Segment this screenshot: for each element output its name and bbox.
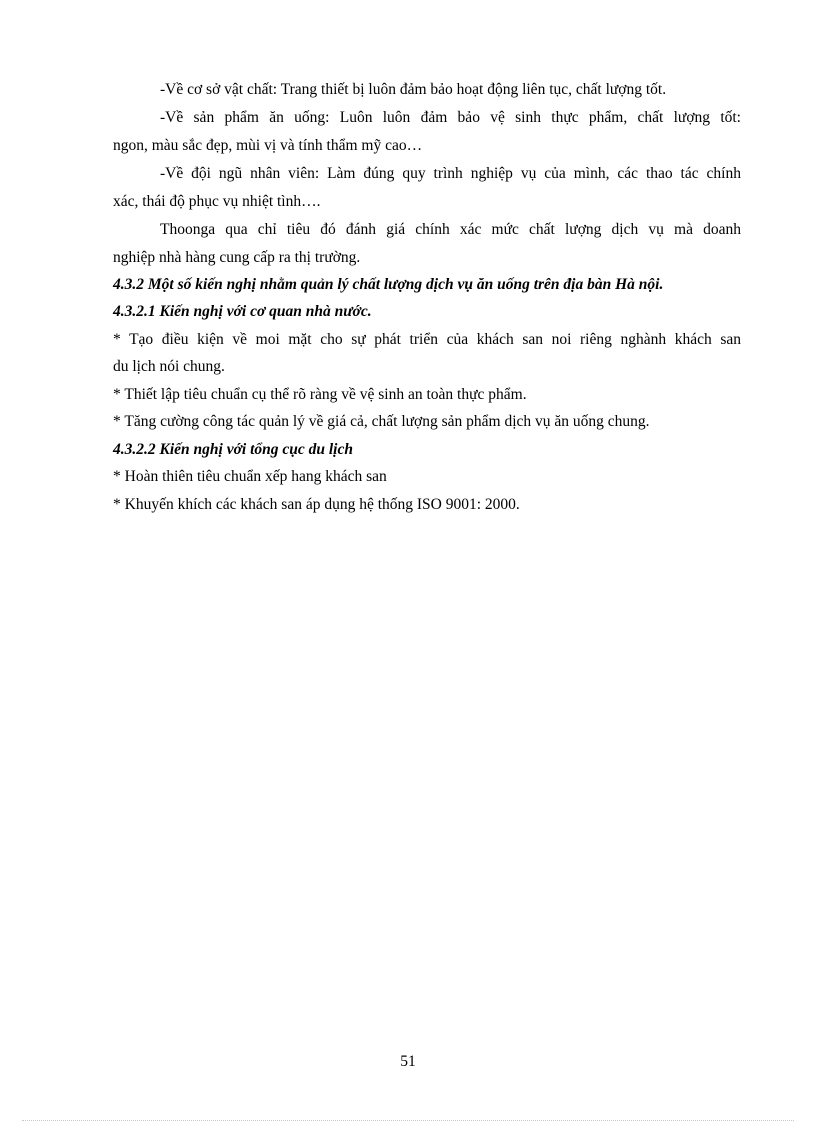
list-item-tourism-2: * Khuyến khích các khách san áp dụng hệ thống ISO 9001: 2000. bbox=[113, 496, 520, 513]
paragraph-food-line1: -Về sản phẩm ăn uống: Luôn luôn đảm bảo vệ sinh thực phẩm, chất lượng tốt: bbox=[160, 109, 741, 126]
paragraph-conclusion-line2: nghiệp nhà hàng cung cấp ra thị trường. bbox=[113, 249, 361, 266]
heading-4-3-2: 4.3.2 Một số kiến nghị nhằm quản lý chất lượng dịch vụ ăn uống trên địa bàn Hà nội. bbox=[113, 276, 664, 293]
list-item-state-1-line1: * Tạo điều kiện về moi mặt cho sự phát triển của khách san noi riêng nghành khách san bbox=[113, 331, 741, 348]
paragraph-staff-line1: -Về đội ngũ nhân viên: Làm đúng quy trình nghiệp vụ của mình, các thao tác chính bbox=[160, 165, 741, 182]
paragraph-conclusion-line1: Thoonga qua chỉ tiêu đó đánh giá chính xác mức chất lượng dịch vụ mà doanh bbox=[160, 221, 741, 238]
paragraph-food-line2: ngon, màu sắc đẹp, mùi vị và tính thẩm mỹ cao… bbox=[113, 137, 423, 154]
list-item-state-3: * Tăng cường công tác quản lý về giá cả, chất lượng sản phẩm dịch vụ ăn uống chung. bbox=[113, 413, 650, 430]
paragraph-facilities: -Về cơ sở vật chất: Trang thiết bị luôn đảm bảo hoạt động liên tục, chất lượng tốt. bbox=[160, 81, 667, 98]
list-item-state-1-line2: du lịch nói chung. bbox=[113, 358, 225, 375]
heading-4-3-2-2: 4.3.2.2 Kiến nghị với tổng cục du lịch bbox=[113, 441, 353, 458]
list-item-tourism-1: * Hoàn thiên tiêu chuẩn xếp hang khách san bbox=[113, 468, 387, 485]
paragraph-staff-line2: xác, thái độ phục vụ nhiệt tình…. bbox=[113, 193, 321, 210]
heading-4-3-2-1: 4.3.2.1 Kiến nghị với cơ quan nhà nước. bbox=[113, 303, 372, 320]
list-item-state-2: * Thiết lập tiêu chuẩn cụ thể rõ ràng về vệ sinh an toàn thực phẩm. bbox=[113, 386, 527, 403]
page-bottom-divider bbox=[22, 1120, 794, 1121]
page-number: 51 bbox=[400, 1053, 416, 1070]
